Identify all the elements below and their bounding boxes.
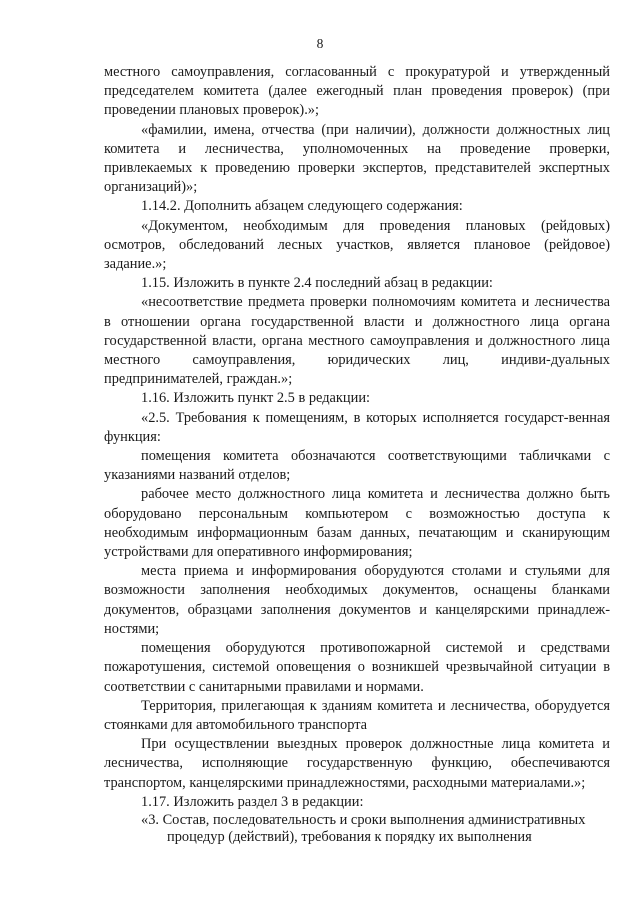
page-number: 8 [316,36,324,51]
paragraph: Территория, прилегающая к зданиям комитета и лесничества, оборудуется стоянками для автомобильного транспорта [104,697,610,733]
paragraph: помещения оборудуются противопожарной системой и средствами пожаротушения, системой оповещения о возникшей чрезвычайной ситуации в соответствии с санитарными правилами и нормами. [104,640,610,695]
paragraph: помещения комитета обозначаются соответствующими табличками с указаниями названий отделов; [104,448,610,484]
paragraph: места приема и информирования оборудуются столами и стульями для возможности заполнения необходимых документов, оснащены бланками документов, образцами заполнения документов и канцелярскими принадлеж-ностями; [104,563,610,637]
section-heading [104,812,610,846]
paragraph: «2.5. Требования к помещениям, в которых исполняется государст-венная функция: [104,409,610,445]
paragraph: «несоответствие предмета проверки полномочиям комитета и лесничества в отношении органа государственной власти и должностного лица органа государственной власти, органа местного самоуправления и должностного лица местного самоуправления, юридических лиц, индиви-дуальных предпринимателей, граждан.»; [104,294,610,388]
paragraph: рабочее место должностного лица комитета и лесничества должно быть оборудовано персональным компьютером с возможностью доступа к необходимым информационным базам данных, печатающим и сканирующим устройствами для оперативного информирования; [104,486,610,561]
paragraph: 1.17. Изложить раздел 3 в редакции: [141,793,364,810]
paragraph: «Документом, необходимым для проведения плановых (рейдовых) осмотров, обследований лесных участков, является плановое (рейдовое) задание.»; [104,217,610,273]
paragraph: 1.15. Изложить в пункте 2.4 последний абзац в редакции: [141,275,493,292]
paragraph: При осуществлении выездных проверок должностные лица комитета и лесничества, исполняющие государственную функцию, обеспечиваются транспортом, канцелярскими принадлежностями, расходными материалами.»; [104,736,610,791]
paragraph: 1.14.2. Дополнить абзацем следующего содержания: [141,198,463,215]
section-heading-line1: «3. Состав, последовательность и сроки выполнения административных [141,811,586,828]
section-heading-line2: процедур (действий), требования к порядку их выполнения [167,828,532,845]
paragraph: «фамилии, имена, отчества (при наличии), должности должностных лиц комитета и лесничества, уполномоченных на проведение проверки, привлекаемых к проведению проверки экспертов, представителей экспертных организаций)»; [104,121,610,196]
document-body [104,63,610,846]
paragraph: 1.16. Изложить пункт 2.5 в редакции: [141,390,371,407]
paragraph: местного самоуправления, согласованный с прокуратурой и утвержденный председателем комитета (далее ежегодный план проведения проверок) (при проведении плановых проверок).»; [104,64,610,119]
